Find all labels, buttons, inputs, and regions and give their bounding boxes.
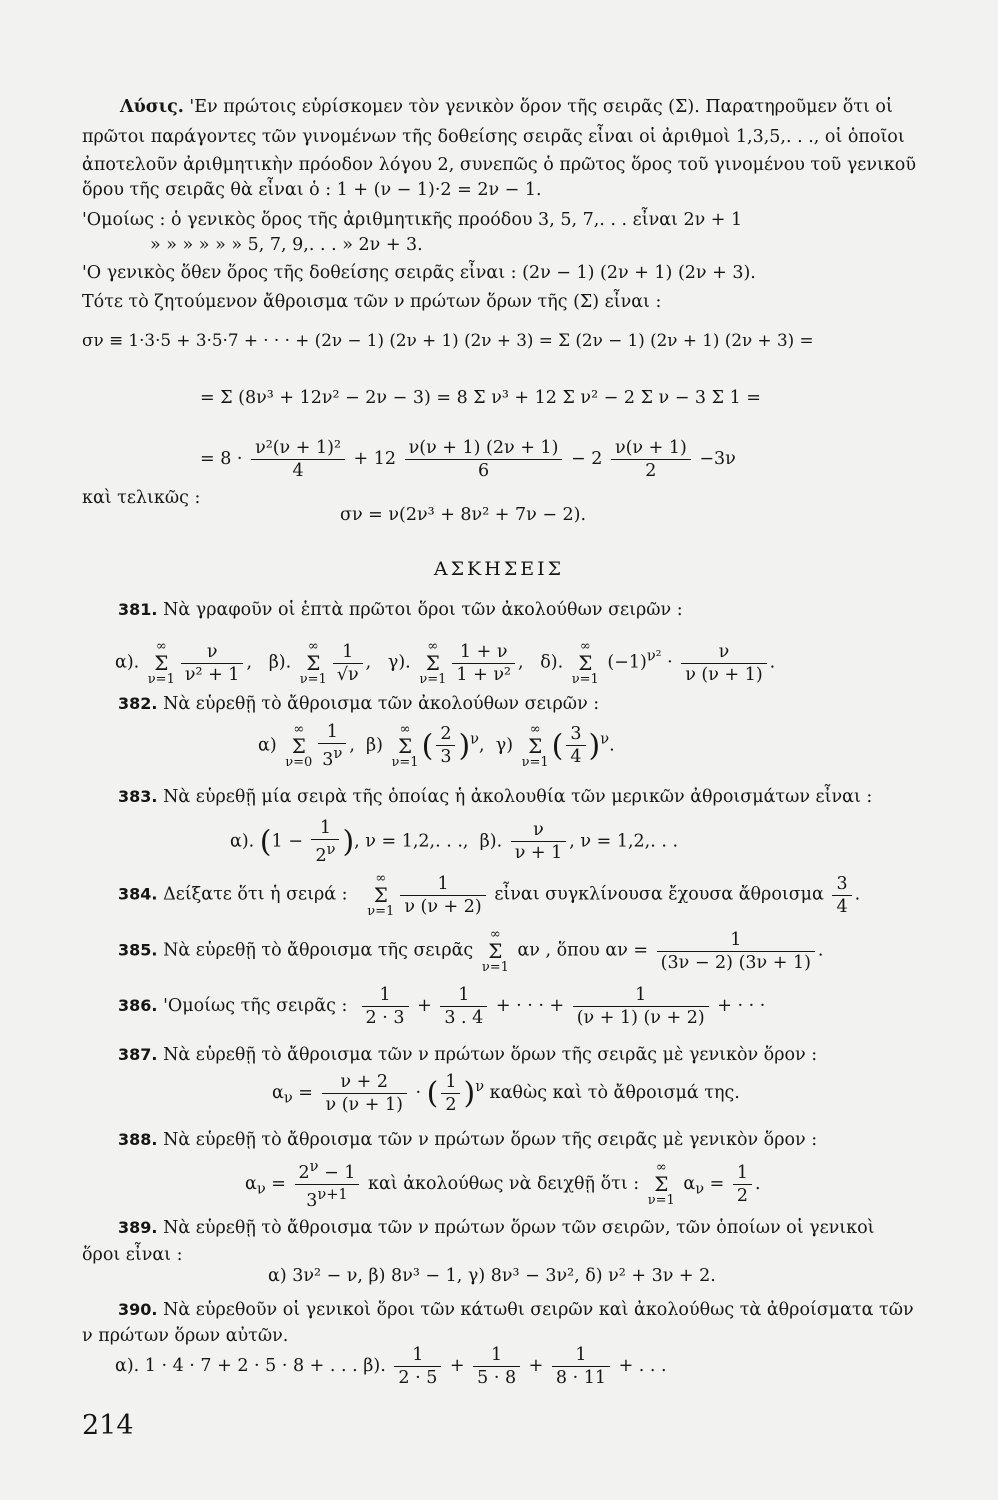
exercise-number: 385. bbox=[118, 940, 158, 960]
exercise-number: 382. bbox=[118, 694, 158, 713]
exercise-text: Νὰ εὑρεθοῦν οἱ γενικοὶ ὅροι τῶν κάτωθι σειρῶν καὶ ἀκολούθως τὰ ἀθροίσματα τῶν bbox=[163, 1300, 914, 1320]
solution-line-1 bbox=[120, 97, 893, 118]
exercise-text: Νὰ εὑρεθῇ τὸ ἄθροισμα τῶν ν πρώτων ὅρων τῆς σειρᾶς μὲ γενικὸν ὅρον : bbox=[163, 1130, 818, 1150]
solution-text-1: 'Εν πρώτοις εὑρίσκομεν τὸν γενικὸν ὅρον τῆς σειρᾶς (Σ). Παρατηροῦμεν ὅτι οἱ bbox=[189, 97, 893, 117]
eq3-minus-2: − 2 bbox=[570, 449, 603, 469]
eq3-suffix: −3ν bbox=[699, 449, 736, 469]
exercise-mid: καὶ ἀκολούθως νὰ δειχθῇ ὅτι : bbox=[368, 1173, 640, 1194]
exercise-381 bbox=[118, 600, 683, 621]
eq3-plus-12: + 12 bbox=[353, 449, 397, 469]
exercise-389-line-2: ὅροι εἶναι : bbox=[82, 1245, 183, 1265]
exercise-390-a: α). 1 · 4 · 7 + 2 · 5 · 8 + . . . β). bbox=[115, 1356, 386, 1376]
exercise-387 bbox=[118, 1045, 817, 1066]
exercise-text: Νὰ εὑρεθῇ μία σειρὰ τῆς ὁποίας ἡ ἀκολουθία τῶν μερικῶν ἀθροισμάτων εἶναι : bbox=[163, 787, 873, 807]
exercise-text: Νὰ εὑρεθῇ τὸ ἄθροισμα τῶν ἀκολούθων σειρῶν : bbox=[163, 694, 600, 714]
exercise-389 bbox=[118, 1218, 875, 1239]
solution-line-8: Τότε τὸ ζητούμενον ἄθροισμα τῶν ν πρώτων ὅρων τῆς (Σ) εἶναι : bbox=[82, 292, 662, 312]
exercise-388 bbox=[118, 1130, 817, 1151]
exercise-382 bbox=[118, 694, 599, 715]
equation-sum-definition: σν ≡ 1·3·5 + 3·5·7 + · · · + (2ν − 1) (2ν + 1) (2ν + 3) = Σ (2ν − 1) (2ν + 1) (2ν + 3) = bbox=[82, 330, 814, 350]
exercise-text: Δείξατε ὅτι ἡ σειρά : bbox=[163, 884, 348, 905]
exercise-number: 387. bbox=[118, 1045, 158, 1064]
exercise-text: Νὰ εὑρεθῇ τὸ ἄθροισμα τῶν ν πρώτων ὅρων τῆς σειρᾶς μὲ γενικὸν ὅρον : bbox=[163, 1045, 818, 1065]
solution-label: Λύσις. bbox=[120, 97, 184, 117]
exercise-383-sequences: α). (1 − $\frac{1}{2^\nu}$ ), ν = 1,2,. . ., β). $\frac{\nu}{\nu + 1}$ , ν = 1,2,. . . bbox=[230, 818, 679, 866]
exercise-text: Νὰ εὑρεθῇ τὸ ἄθροισμα τῆς σειρᾶς bbox=[163, 940, 474, 961]
exercise-387-term: $\alpha_\nu$ = $\frac{\nu + 2}{\nu (\nu + 1)}$ · ( $\frac{1}{2}$ )$^\nu$ καθὼς καὶ τὸ ἄθροισμά της. bbox=[272, 1072, 740, 1115]
exercise-number: 390. bbox=[118, 1300, 158, 1319]
exercise-number: 381. bbox=[118, 600, 158, 619]
finally-label: καὶ τελικῶς : bbox=[82, 488, 201, 508]
exercise-tail: καθὼς καὶ τὸ ἄθροισμά της. bbox=[489, 1083, 740, 1103]
exercise-385: 385. Νὰ εὑρεθῇ τὸ ἄθροισμα τῆς σειρᾶς ∞ Σ ν=1 αν , ὅπου αν = $\frac{1}{(3\nu - 2) (3\nu + 1)}$ . bbox=[118, 927, 824, 975]
exercise-number: 384. bbox=[118, 884, 158, 904]
exercise-tail: εἶναι συγκλίνουσα ἔχουσα ἄθροισμα bbox=[494, 884, 824, 905]
exercise-389-list: α) 3ν² − ν, β) 8ν³ − 1, γ) 8ν³ − 3ν², δ) ν² + 3ν + 2. bbox=[268, 1266, 716, 1286]
exercise-382-series: α) ∞ Σ ν=0 $\frac{1}{3^\nu}$ , β) ∞ Σ ν=1 ( $\frac{2}{3}$ )$^\nu$, γ) ∞ Σ ν=1 ( $\frac{3}{4}$ )$^\nu$. bbox=[258, 721, 615, 770]
exercise-text: 'Ομοίως τῆς σειρᾶς : bbox=[163, 996, 348, 1016]
solution-line-3: ἀποτελοῦν ἀριθμητικὴν πρόοδον λόγου 2, συνεπῶς ὁ πρῶτος ὅρος τοῦ γινομένου τοῦ γενικοῦ bbox=[82, 155, 916, 175]
equation-closed-forms bbox=[200, 438, 736, 481]
exercise-390 bbox=[118, 1300, 914, 1321]
exercise-number: 383. bbox=[118, 787, 158, 806]
exercises-heading: ΑΣΚΗΣΕΙΣ bbox=[433, 558, 565, 580]
exercise-text: Νὰ γραφοῦν οἱ ἑπτὰ πρῶτοι ὅροι τῶν ἀκολούθων σειρῶν : bbox=[163, 600, 683, 620]
exercise-390-line-2: ν πρώτων ὅρων αὐτῶν. bbox=[82, 1326, 289, 1346]
exercise-390-series: α). 1 · 4 · 7 + 2 · 5 · 8 + . . . β). $\frac{1}{2 \cdot 5}$ + $\frac{1}{5 \cdot 8}$ + $\frac{1}{8 \cdot 11}$ + . . . bbox=[115, 1345, 667, 1388]
solution-line-7: 'Ο γενικὸς ὅθεν ὅρος τῆς δοθείσης σειρᾶς εἶναι : (2ν − 1) (2ν + 1) (2ν + 3). bbox=[82, 263, 756, 283]
fraction-linear: $\frac{\nu(\nu + 1)}{2}$ bbox=[611, 438, 691, 481]
solution-line-5: 'Ομοίως : ὁ γενικὸς ὅρος τῆς ἀριθμητικῆς προόδου 3, 5, 7,. . . εἶναι 2ν + 1 bbox=[82, 210, 743, 230]
fraction-squares: $\frac{\nu(\nu + 1) (2\nu + 1)}{6}$ bbox=[405, 438, 563, 481]
eq3-prefix: = 8 · bbox=[200, 449, 243, 469]
exercise-number: 388. bbox=[118, 1130, 158, 1149]
solution-line-6: » » » » » » 5, 7, 9,. . . » 2ν + 3. bbox=[150, 235, 423, 255]
page-number: 214 bbox=[82, 1410, 134, 1441]
exercise-386: 386. 'Ομοίως τῆς σειρᾶς : $\frac{1}{2 \cdot 3}$ + $\frac{1}{3 . 4}$ + · · · + $\frac{1}{(\nu + 1) (\nu + 2)}$ + · · · bbox=[118, 985, 766, 1028]
exercise-number: 389. bbox=[118, 1218, 158, 1237]
exercise-number: 386. bbox=[118, 996, 158, 1015]
exercise-381-series: α). ∞ Σ ν=1 $\frac{\nu}{\text{ν² + 1}}$ , β). ∞ Σ ν=1 $\frac{1}{√\nu}$ , γ). ∞ Σ ν=1 $\frac{1 + \nu}{\text{1 + ν²}}$ , δ). ∞ Σ ν=1 $(-1)^{\nu^2}$ · $\frac{\nu}{\nu (\nu + 1)}$ . bbox=[115, 639, 776, 687]
exercise-text: Νὰ εὑρεθῇ τὸ ἄθροισμα τῶν ν πρώτων ὅρων τῶν σειρῶν, τῶν ὁποίων οἱ γενικοὶ bbox=[163, 1218, 875, 1238]
exercise-tail: αν , ὅπου αν = bbox=[517, 940, 649, 961]
exercise-384: 384. Δείξατε ὅτι ἡ σειρά : ∞ Σ ν=1 $\frac{1}{\nu (\nu + 2)}$ εἶναι συγκλίνουσα ἔχουσα ἄθροισμα $\frac{3}{4}$ . bbox=[118, 871, 861, 919]
final-result: σν = ν(2ν³ + 8ν² + 7ν − 2). bbox=[340, 505, 587, 525]
exercise-383 bbox=[118, 787, 872, 808]
fraction-cubes: $\frac{\text{ν²(ν + 1)²}}{4}$ bbox=[251, 438, 345, 481]
exercise-388-term: $\alpha_\nu$ = $\frac{2^\nu - 1}{3^{\nu+1}}$ καὶ ἀκολούθως νὰ δειχθῇ ὅτι : ∞ Σ ν=1 $\alpha_\nu$ = $\frac{1}{2}$ . bbox=[245, 1158, 761, 1211]
solution-line-2: πρῶτοι παράγοντες τῶν γινομένων τῆς δοθείσης σειρᾶς εἶναι οἱ ἀριθμοὶ 1,3,5,. . ., οἱ ὁποῖοι bbox=[82, 127, 905, 147]
equation-expansion: = Σ (8ν³ + 12ν² − 2ν − 3) = 8 Σ ν³ + 12 Σ ν² − 2 Σ ν − 3 Σ 1 = bbox=[200, 388, 761, 408]
solution-line-4: ὅρου τῆς σειρᾶς θὰ εἶναι ὁ : 1 + (ν − 1)·2 = 2ν − 1. bbox=[82, 180, 542, 200]
